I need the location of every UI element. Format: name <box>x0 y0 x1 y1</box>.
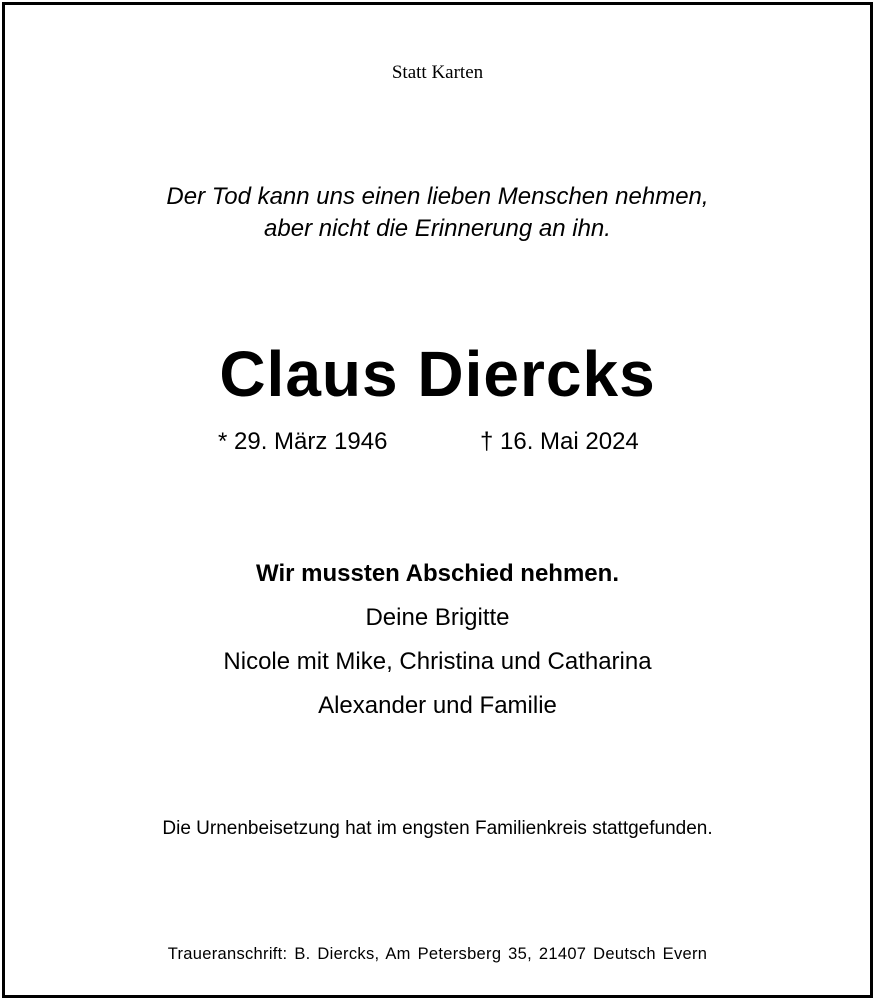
header-text: Statt Karten <box>391 62 484 83</box>
mourning-address: Traueranschrift: B. Diercks, Am Petersberg 35, 21407 Deutsch Evern <box>167 945 708 963</box>
birth-date: * 29. März 1946 <box>218 428 388 455</box>
family-line-2: Nicole mit Mike, Christina und Catharina <box>223 648 652 675</box>
family-line-3: Alexander und Familie <box>318 692 557 719</box>
farewell-text: Wir mussten Abschied nehmen. <box>256 560 619 587</box>
death-date: † 16. Mai 2024 <box>480 428 639 455</box>
burial-note: Die Urnenbeisetzung hat im engsten Familienkreis stattgefunden. <box>162 818 713 839</box>
quote-line-2: aber nicht die Erinnerung an ihn. <box>264 215 611 242</box>
deceased-name: Claus Diercks <box>219 338 656 410</box>
notice-border <box>2 2 873 998</box>
family-line-1: Deine Brigitte <box>365 604 510 631</box>
quote-line-1: Der Tod kann uns einen lieben Menschen nehmen, <box>166 183 709 210</box>
